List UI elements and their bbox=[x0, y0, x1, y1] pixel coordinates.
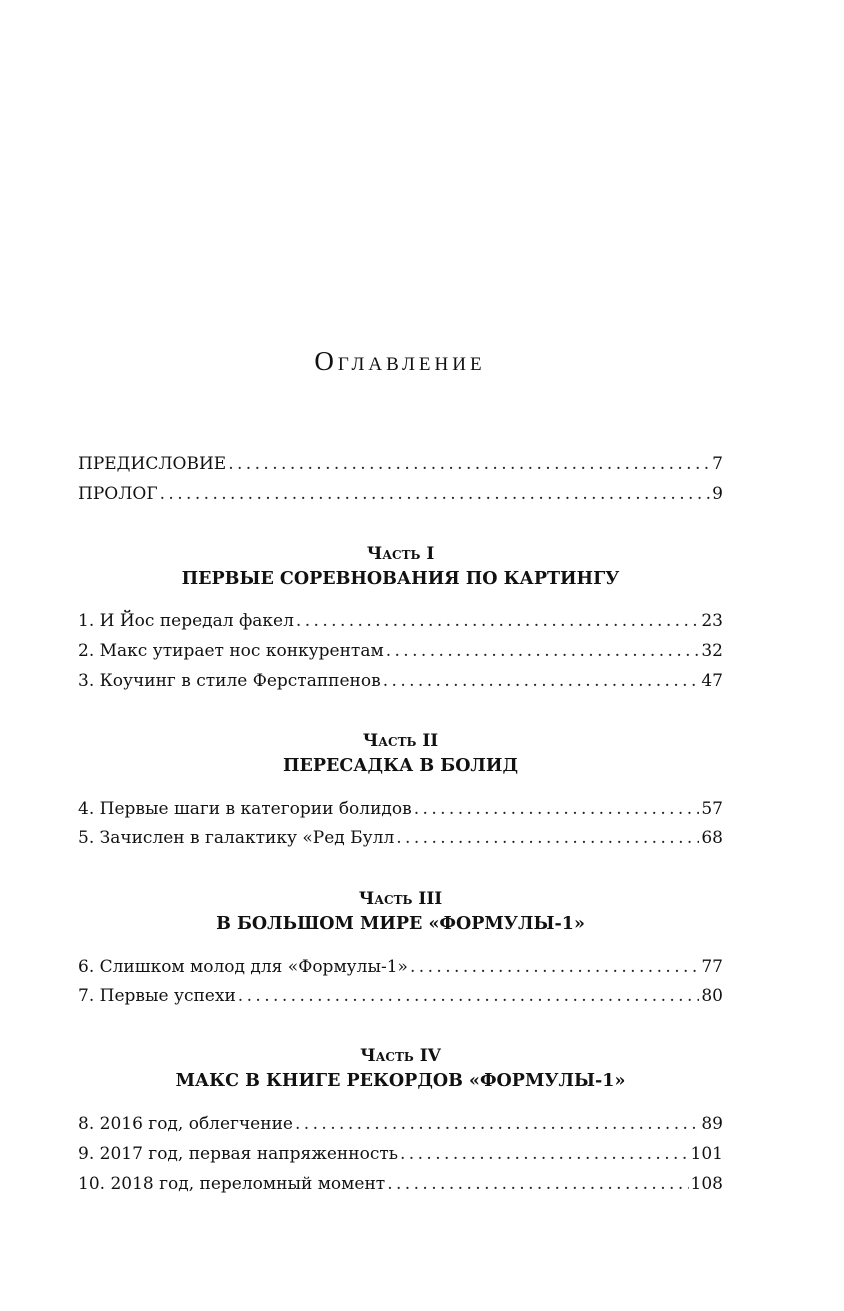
part-label: Часть III bbox=[358, 889, 443, 909]
dot-leader bbox=[386, 639, 700, 663]
toc-entry-page: 89 bbox=[701, 1114, 723, 1134]
toc-entry-page: 108 bbox=[690, 1174, 723, 1194]
page-title: Оглавление bbox=[314, 346, 486, 377]
toc-entry-page: 23 bbox=[701, 611, 723, 631]
toc-entry-preface bbox=[78, 452, 723, 476]
dot-leader bbox=[396, 826, 699, 850]
toc-entry-label: 4. Первые шаги в категории болидов bbox=[78, 799, 412, 819]
toc-entry-chapter bbox=[78, 1142, 723, 1166]
toc-entry-page: 57 bbox=[701, 799, 723, 819]
toc-entry-label: 5. Зачислен в галактику «Ред Булл bbox=[78, 828, 395, 848]
dot-leader bbox=[238, 984, 700, 1008]
toc-entry-page: 68 bbox=[701, 828, 723, 848]
toc-entry-label: 10. 2018 год, переломный момент bbox=[78, 1174, 386, 1194]
toc-entry-page: 77 bbox=[701, 957, 723, 977]
toc-entry-label: 3. Коучинг в стиле Ферстаппенов bbox=[78, 671, 381, 691]
dot-leader bbox=[387, 1172, 688, 1196]
toc-entry-label: ПРОЛОГ bbox=[78, 484, 158, 504]
part-label: Часть I bbox=[366, 544, 435, 564]
toc-entry-page: 7 bbox=[712, 454, 723, 474]
dot-leader bbox=[228, 452, 710, 476]
toc-entry-label: 7. Первые успехи bbox=[78, 986, 236, 1006]
toc-entry-label: 6. Слишком молод для «Формулы-1» bbox=[78, 957, 408, 977]
toc-entry-chapter bbox=[78, 984, 723, 1008]
part-title: ПЕРЕСАДКА В БОЛИД bbox=[282, 756, 519, 776]
toc-entry-page: 32 bbox=[701, 641, 723, 661]
part-title: МАКС В КНИГЕ РЕКОРДОВ «ФОРМУЛЫ-1» bbox=[175, 1071, 626, 1091]
toc-entry-label: ПРЕДИСЛОВИЕ bbox=[78, 454, 227, 474]
toc-entry-label: 9. 2017 год, первая напряженность bbox=[78, 1144, 398, 1164]
dot-leader bbox=[160, 482, 711, 506]
dot-leader bbox=[414, 797, 700, 821]
toc-entry-page: 47 bbox=[701, 671, 723, 691]
toc-entry-page: 80 bbox=[701, 986, 723, 1006]
part-label: Часть II bbox=[362, 731, 439, 751]
toc-entry-page: 101 bbox=[690, 1144, 723, 1164]
part-title: В БОЛЬШОМ МИРЕ «ФОРМУЛЫ-1» bbox=[216, 914, 585, 934]
toc-entry-label: 2. Макс утирает нос конкурентам bbox=[78, 641, 384, 661]
dot-leader bbox=[383, 669, 700, 693]
toc-entry-chapter bbox=[78, 669, 723, 693]
toc-entry-chapter bbox=[78, 955, 723, 979]
part-label: Часть IV bbox=[360, 1046, 441, 1066]
toc-entry-chapter bbox=[78, 826, 723, 850]
toc-entry-page: 9 bbox=[712, 484, 723, 504]
part-title: ПЕРВЫЕ СОРЕВНОВАНИЯ ПО КАРТИНГУ bbox=[181, 569, 620, 589]
toc-entry-label: 8. 2016 год, облегчение bbox=[78, 1114, 293, 1134]
dot-leader bbox=[295, 1112, 699, 1136]
dot-leader bbox=[410, 955, 699, 979]
toc-entry-chapter bbox=[78, 639, 723, 663]
toc-entry-chapter bbox=[78, 609, 723, 633]
dot-leader bbox=[296, 609, 699, 633]
toc-entry-chapter bbox=[78, 1112, 723, 1136]
toc-entry-chapter bbox=[78, 797, 723, 821]
toc-entry-prologue bbox=[78, 482, 723, 506]
toc-entry-chapter bbox=[78, 1172, 723, 1196]
dot-leader bbox=[400, 1142, 689, 1166]
toc-entry-label: 1. И Йос передал факел bbox=[78, 611, 294, 631]
